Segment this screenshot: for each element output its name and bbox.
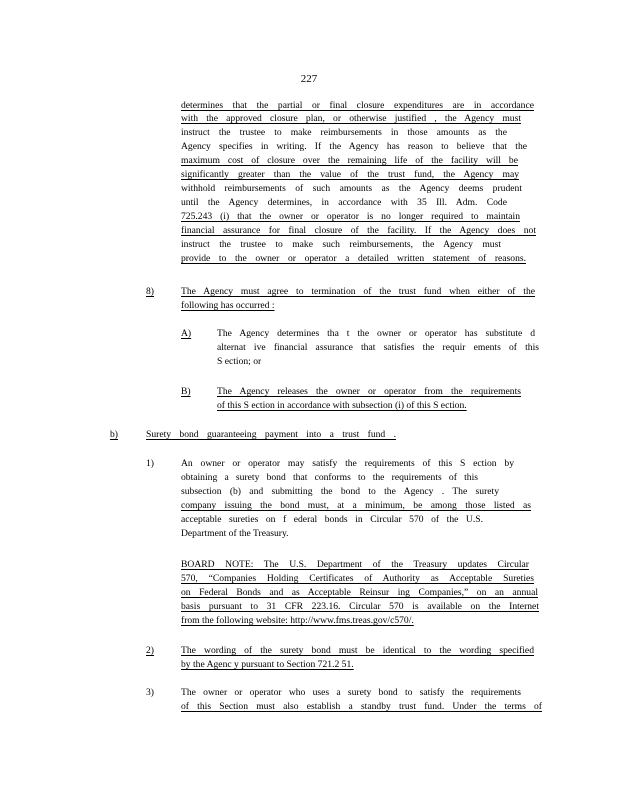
section-label: b)	[110, 429, 118, 440]
text-line: Department of the Treasury.	[181, 528, 289, 539]
text-line: The owner or operator who uses a surety bond to satisfy the requirements	[181, 687, 521, 698]
text-line: withhold reimbursements of such amounts as the Agency deems prudent	[181, 183, 522, 194]
item-label: 2)	[146, 645, 154, 656]
text-line: 725.243 (i) that the owner or operator is no longer required to maintain	[181, 211, 520, 222]
text-line: with the approved closure plan, or otherwise justified , the Agency must	[181, 113, 521, 124]
text-line: The Agency must agree to termination of the trust fund when either of the	[181, 286, 535, 297]
text-line: instruct the trustee to make such reimbursements, the Agency must	[181, 239, 501, 250]
text-line: The Agency releases the owner or operator from the requirements	[217, 386, 521, 397]
text-line: BOARD NOTE: The U.S. Department of the Treasury updates Circular	[181, 559, 529, 570]
text-line: maximum cost of closure over the remaining life of the facility will be	[181, 155, 518, 166]
text-line: determines that the partial or final closure expenditures are in accordance	[181, 100, 534, 111]
text-line: basis pursuant to 31 CFR 223.16. Circular 570 is available on the Internet	[181, 601, 539, 612]
text-line: instruct the trustee to make reimbursements in those amounts as the	[181, 127, 507, 138]
text-line: The wording of the surety bond must be identical to the wording specified	[181, 645, 534, 656]
text-line: acceptable sureties on f ederal bonds in Circular 570 of the U.S.	[181, 514, 483, 525]
text-line: significantly greater than the value of the trust fund, the Agency may	[181, 169, 519, 180]
text-line: Agency specifies in writing. If the Agency has reason to believe that the	[181, 141, 527, 152]
section-heading: Surety bond guaranteeing payment into a trust fund .	[146, 429, 396, 440]
text-line: of this Section must also establish a standby trust fund. Under the terms of	[181, 701, 542, 712]
text-line: financial assurance for final closure of the facility. If the Agency does not	[181, 225, 536, 236]
text-line: provide to the owner or operator a detailed written statement of reasons.	[181, 253, 526, 264]
text-line: from the following website: http://www.fms.treas.gov/c570/.	[181, 615, 414, 626]
item-label: 8)	[146, 286, 154, 297]
item-label: B)	[181, 386, 191, 397]
text-line: obtaining a surety bond that conforms to the requirements of this	[181, 472, 478, 483]
text-line: by the Agenc y pursuant to Section 721.2 51.	[181, 659, 354, 670]
text-line: until the Agency determines, in accordance with 35 Ill. Adm. Code	[181, 197, 507, 208]
text-line: S ection; or	[217, 356, 262, 367]
text-line: alternat ive financial assurance that satisfies the requir ements of this	[217, 342, 539, 353]
text-line: following has occurred :	[181, 300, 275, 311]
item-label: 1)	[146, 458, 154, 469]
text-line: on Federal Bonds and as Acceptable Reinsur ing Companies,” on an annual	[181, 587, 538, 598]
item-label: 3)	[146, 687, 154, 698]
text-line: company issuing the bond must, at a minimum, be among those listed as	[181, 500, 531, 511]
text-line: 570, “Companies Holding Certificates of Authority as Acceptable Sureties	[181, 573, 534, 584]
text-line: The Agency determines tha t the owner or operator has substitute d	[217, 328, 535, 339]
page-number: 227	[300, 73, 318, 85]
item-label: A)	[181, 328, 192, 339]
text-line: An owner or operator may satisfy the requirements of this S ection by	[181, 458, 514, 469]
text-line: of this S ection in accordance with subsection (i) of this S ection.	[217, 400, 467, 411]
text-line: subsection (b) and submitting the bond to the Agency . The surety	[181, 486, 499, 497]
